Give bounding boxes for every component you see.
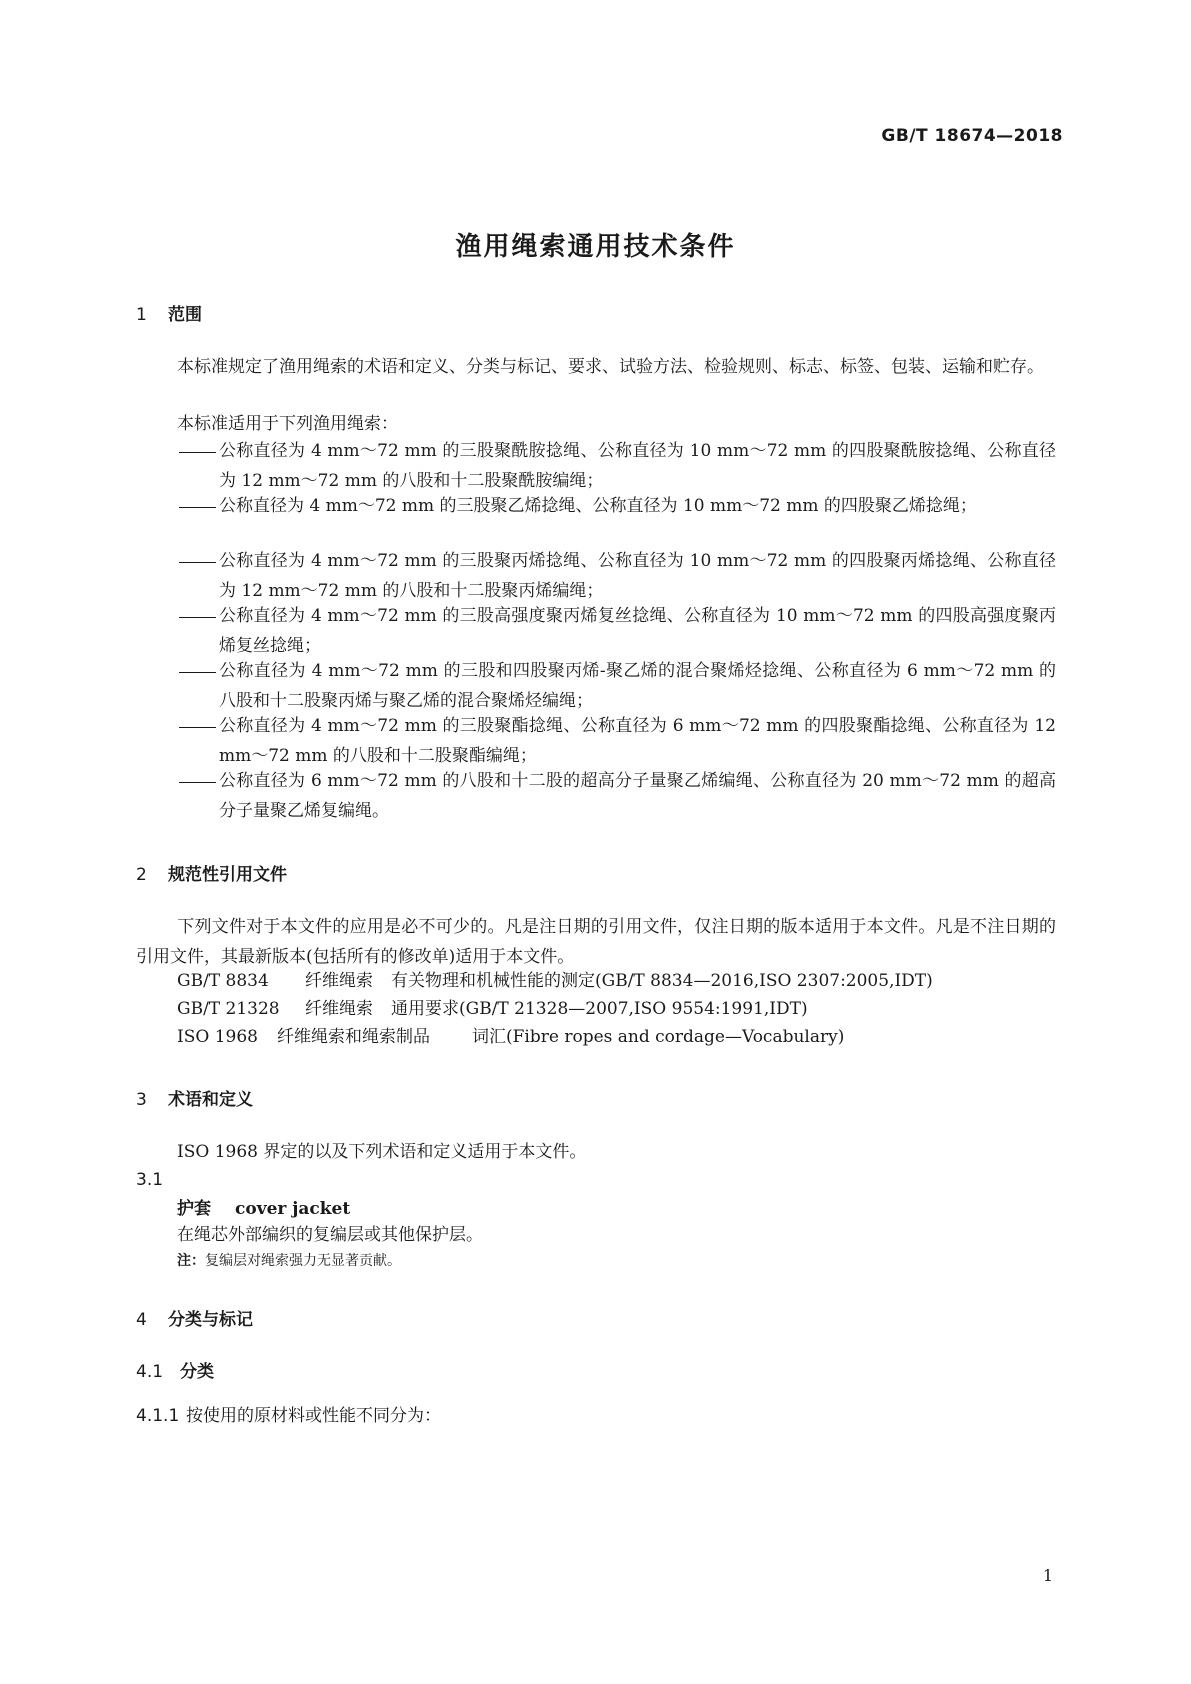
subsection-4-1-1-text: 按使用的原材料或性能不同分为： [186, 1406, 441, 1426]
term-number: 3.1 [136, 1170, 164, 1190]
scope-item-text: 公称直径为 4 mm～72 mm 的三股和四股聚丙烯-聚乙烯的混合聚烯烃捻绳、公称直径为 6 mm～72 mm 的八股和十二股聚丙烯与聚乙烯的混合聚烯烃编绳； [219, 661, 1056, 711]
subsection-4-1-number: 4.1 [136, 1362, 164, 1382]
section-1-paragraph-2: 本标准适用于下列渔用绳索： [177, 414, 398, 434]
reference-title: 纤维绳索和绳索制品 [277, 1027, 430, 1047]
scope-item-text: 公称直径为 4 mm～72 mm 的三股聚酯捻绳、公称直径为 6 mm～72 mm 的四股聚酯捻绳、公称直径为 12 mm～72 mm 的八股和十二股聚酯编绳； [219, 716, 1056, 766]
section-3-number: 3 [136, 1090, 147, 1110]
section-2-paragraph-1-text: 下列文件对于本文件的应用是必不可少的。凡是注日期的引用文件，仅注日期的版本适用于本文件。凡是不注日期的引用文件，其最新版本(包括所有的修改单)适用于本文件。 [136, 917, 1056, 967]
term-english: cover jacket [235, 1199, 351, 1219]
reference-description: 有关物理和机械性能的测定(GB/T 8834—2016,ISO 2307:2005,IDT) [391, 971, 933, 991]
document-title: 渔用绳索通用技术条件 [455, 232, 736, 262]
scope-item [177, 656, 1056, 716]
section-3-paragraph-1: ISO 1968 界定的以及下列术语和定义适用于本文件。 [177, 1142, 587, 1162]
subsection-4-1-title: 分类 [180, 1362, 214, 1382]
scope-item [177, 546, 1056, 606]
section-2-number: 2 [136, 865, 147, 885]
subsection-4-1-1 [136, 1401, 441, 1426]
normative-reference [177, 966, 933, 996]
term-definition: 在绳芯外部编织的复编层或其他保护层。 [177, 1225, 483, 1245]
reference-title: 纤维绳索 [305, 971, 373, 991]
reference-code: GB/T 21328 [177, 999, 280, 1019]
scope-item-text: 公称直径为 4 mm～72 mm 的三股高强度聚丙烯复丝捻绳、公称直径为 10 mm～72 mm 的四股高强度聚丙烯复丝捻绳； [219, 606, 1056, 656]
scope-item-text: 公称直径为 4 mm～72 mm 的三股聚乙烯捻绳、公称直径为 10 mm～72 mm 的四股聚乙烯捻绳； [219, 496, 977, 516]
section-1-heading [136, 300, 202, 325]
section-4-title: 分类与标记 [168, 1310, 253, 1330]
section-3-heading [136, 1085, 253, 1110]
scope-item [177, 711, 1056, 771]
scope-item-text: 公称直径为 4 mm～72 mm 的三股聚丙烯捻绳、公称直径为 10 mm～72 mm 的四股聚丙烯捻绳、公称直径为 12 mm～72 mm 的八股和十二股聚丙烯编绳； [219, 551, 1056, 601]
section-3-title: 术语和定义 [168, 1090, 253, 1110]
scope-item-text: 公称直径为 4 mm～72 mm 的三股聚酰胺捻绳、公称直径为 10 mm～72 mm 的四股聚酰胺捻绳、公称直径为 12 mm～72 mm 的八股和十二股聚酰胺编绳； [219, 441, 1056, 491]
section-1-title: 范围 [168, 305, 202, 325]
reference-code: ISO 1968 [177, 1027, 258, 1047]
scope-item-text: 公称直径为 6 mm～72 mm 的八股和十二股的超高分子量聚乙烯编绳、公称直径为 20 mm～72 mm 的超高分子量聚乙烯复编绳。 [219, 771, 1056, 821]
scope-item [177, 601, 1056, 661]
section-2-heading [136, 860, 287, 885]
subsection-4-1-1-number: 4.1.1 [136, 1406, 180, 1426]
normative-reference [177, 1022, 844, 1052]
section-1-paragraph-1 [136, 352, 1056, 382]
scope-item [177, 491, 1056, 521]
reference-code: GB/T 8834 [177, 971, 269, 991]
section-1-number: 1 [136, 305, 147, 325]
reference-description: 通用要求(GB/T 21328—2007,ISO 9554:1991,IDT) [391, 999, 808, 1019]
note-label: 注： [177, 1253, 205, 1269]
section-1-paragraph-1-text: 本标准规定了渔用绳索的术语和定义、分类与标记、要求、试验方法、检验规则、标志、标签、包装、运输和贮存。 [177, 357, 1044, 377]
section-2-paragraph-1 [136, 912, 1056, 972]
note-text: 复编层对绳索强力无显著贡献。 [205, 1253, 401, 1269]
standard-number: GB/T 18674—2018 [881, 126, 1063, 146]
normative-reference [177, 994, 808, 1024]
scope-item [177, 766, 1056, 826]
section-4-number: 4 [136, 1310, 147, 1330]
section-4-heading [136, 1305, 253, 1330]
section-2-title: 规范性引用文件 [168, 865, 287, 885]
term-chinese: 护套 [177, 1199, 211, 1219]
subsection-4-1-heading [136, 1357, 214, 1382]
page-number: 1 [1042, 1566, 1053, 1585]
reference-description: 词汇(Fibre ropes and cordage—Vocabulary) [472, 1027, 845, 1047]
term-note [177, 1250, 401, 1270]
scope-item [177, 436, 1056, 496]
reference-title: 纤维绳索 [305, 999, 373, 1019]
